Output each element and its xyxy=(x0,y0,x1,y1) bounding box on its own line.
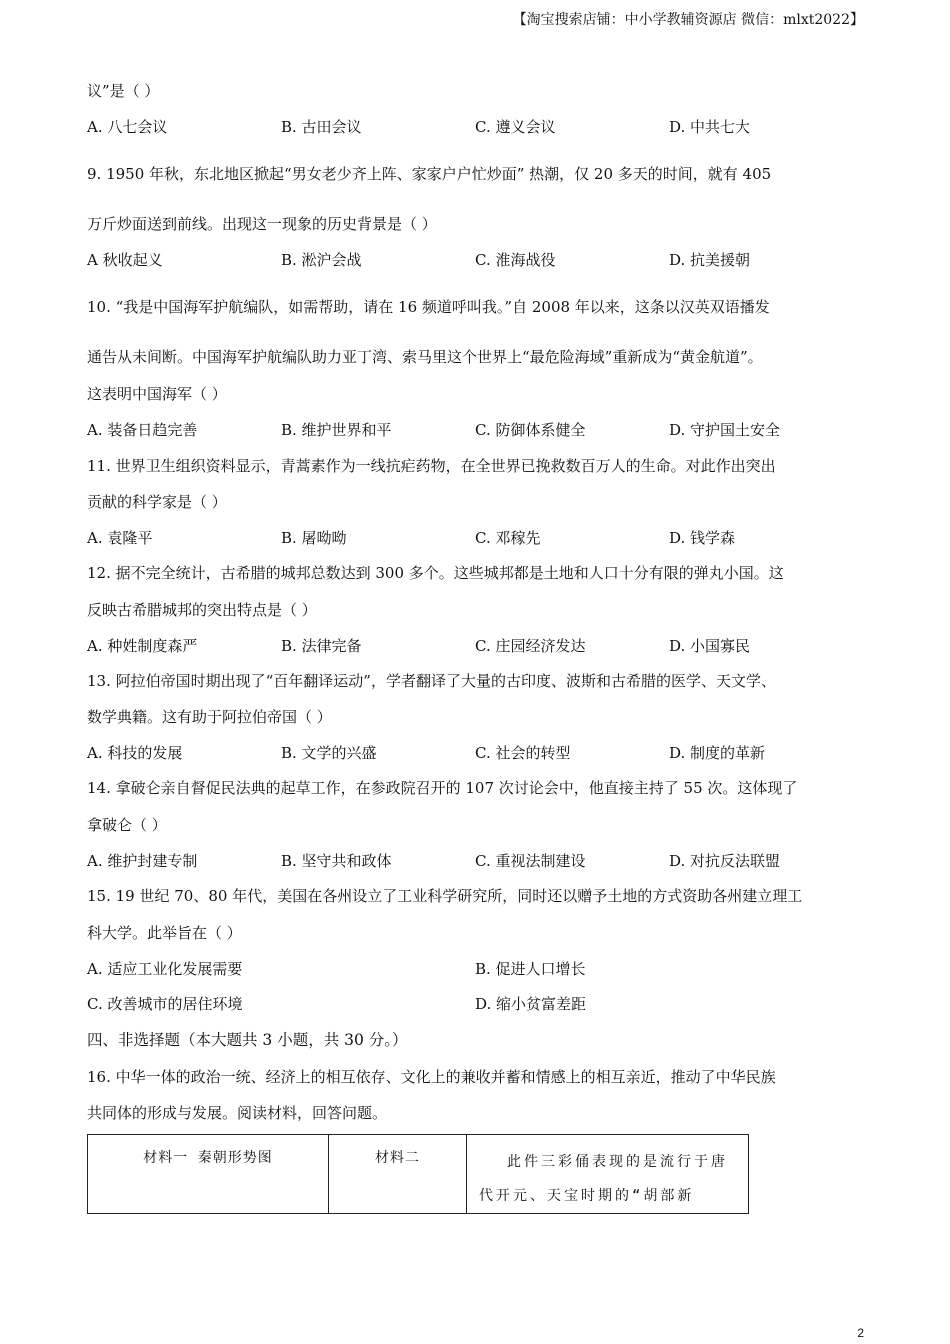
q14-line-1: 14. 拿破仑亲自督促民法典的起草工作，在参政院召开的 107 次讨论会中，他直接主持了 55 次。这体现了 xyxy=(87,779,798,797)
q13-line-2: 数学典籍。这有助于阿拉伯帝国（ ） xyxy=(87,708,332,726)
q15-option-a: A. 适应工业化发展需要 xyxy=(87,960,243,978)
q9-option-b: B. 淞沪会战 xyxy=(281,251,362,269)
q9-option-d: D. 抗美援朝 xyxy=(669,251,751,269)
q8-text-tail: 议”是（ ） xyxy=(87,82,160,100)
q9-line-2: 万斤炒面送到前线。出现这一现象的历史背景是（ ） xyxy=(87,215,437,233)
material-2-title: 材料二 xyxy=(375,1150,420,1166)
q12-option-c: C. 庄园经济发达 xyxy=(475,637,586,655)
q13-option-a: A. 科技的发展 xyxy=(87,744,183,762)
q10-line-1: 10. “我是中国海军护航编队，如需帮助，请在 16 频道呼叫我。”自 2008 年以来，这条以汉英双语播发 xyxy=(87,298,770,316)
q15-line-2: 科大学。此举旨在（ ） xyxy=(87,924,242,942)
q13-option-b: B. 文学的兴盛 xyxy=(281,744,377,762)
q8-option-d: D. 中共七大 xyxy=(669,118,751,136)
q14-option-a: A. 维护封建专制 xyxy=(87,852,198,870)
material-2-description: 此件三彩俑表现的是流行于唐代开元、天宝时期的“胡部新 xyxy=(479,1154,728,1204)
material-1-cell xyxy=(88,1135,329,1214)
q10-line-2: 通告从未间断。中国海军护航编队助力亚丁湾、索马里这个世界上“最危险海域”重新成为“黄金航道”。 xyxy=(87,348,763,366)
q9-line-1: 9. 1950 年秋，东北地区掀起“男女老少齐上阵、家家户户忙炒面” 热潮，仅 20 多天的时间，就有 405 xyxy=(87,165,772,183)
q11-option-d: D. 钱学森 xyxy=(669,529,736,547)
q14-option-b: B. 坚守共和政体 xyxy=(281,852,392,870)
q14-option-c: C. 重视法制建设 xyxy=(475,852,586,870)
q15-option-c: C. 改善城市的居住环境 xyxy=(87,995,243,1013)
section-title-non-choice: 四、非选择题（本大题共 3 小题，共 30 分。） xyxy=(87,1031,408,1049)
q10-option-a: A. 装备日趋完善 xyxy=(87,421,198,439)
q10-option-c: C. 防御体系健全 xyxy=(475,421,586,439)
q11-option-b: B. 屠呦呦 xyxy=(281,529,347,547)
q12-option-d: D. 小国寡民 xyxy=(669,637,751,655)
q12-option-a: A. 种姓制度森严 xyxy=(87,637,198,655)
q13-line-1: 13. 阿拉伯帝国时期出现了“百年翻译运动”，学者翻译了大量的古印度、波斯和古希腊的医学、天文学、 xyxy=(87,672,776,690)
material-2-description-cell xyxy=(467,1135,749,1214)
q9-option-c: C. 淮海战役 xyxy=(475,251,556,269)
q13-option-c: C. 社会的转型 xyxy=(475,744,571,762)
material-2-cell xyxy=(329,1135,467,1214)
q10-option-b: B. 维护世界和平 xyxy=(281,421,392,439)
q15-line-1: 15. 19 世纪 70、80 年代，美国在各州设立了工业科学研究所，同时还以赠予土地的方式资助各州建立理工 xyxy=(87,887,803,905)
q12-option-b: B. 法律完备 xyxy=(281,637,362,655)
materials-table xyxy=(87,1134,749,1214)
q10-option-d: D. 守护国土安全 xyxy=(669,421,781,439)
q9-option-a: A 秋收起义 xyxy=(87,251,163,269)
q15-option-b: B. 促进人口增长 xyxy=(475,960,586,978)
q8-option-c: C. 遵义会议 xyxy=(475,118,556,136)
q12-line-2: 反映古希腊城邦的突出特点是（ ） xyxy=(87,601,317,619)
q16-line-1: 16. 中华一体的政治一统、经济上的相互依存、文化上的兼收并蓄和情感上的相互亲近，推动了中华民族 xyxy=(87,1068,776,1086)
q13-option-d: D. 制度的革新 xyxy=(669,744,766,762)
q8-option-b: B. 古田会议 xyxy=(281,118,362,136)
q10-line-3: 这表明中国海军（ ） xyxy=(87,385,227,403)
q12-line-1: 12. 据不完全统计，古希腊的城邦总数达到 300 多个。这些城邦都是土地和人口十分有限的弹丸小国。这 xyxy=(87,564,784,582)
q15-option-d: D. 缩小贫富差距 xyxy=(475,995,587,1013)
q11-line-2: 贡献的科学家是（ ） xyxy=(87,493,227,511)
q11-line-1: 11. 世界卫生组织资料显示，青蒿素作为一线抗疟药物，在全世界已挽救数百万人的生命。对此作出突出 xyxy=(87,457,776,475)
q11-option-a: A. 袁隆平 xyxy=(87,529,153,547)
q8-option-a: A. 八七会议 xyxy=(87,118,168,136)
q16-line-2: 共同体的形成与发展。阅读材料，回答问题。 xyxy=(87,1104,388,1122)
q14-line-2: 拿破仑（ ） xyxy=(87,816,167,834)
page-header: 【淘宝搜索店铺：中小学教辅资源店 微信：mlxt2022】 xyxy=(512,12,864,28)
material-1-title: 材料一 秦朝形势图 xyxy=(143,1150,273,1166)
q14-option-d: D. 对抗反法联盟 xyxy=(669,852,781,870)
q11-option-c: C. 邓稼先 xyxy=(475,529,541,547)
page-number: 2 xyxy=(857,1326,864,1340)
